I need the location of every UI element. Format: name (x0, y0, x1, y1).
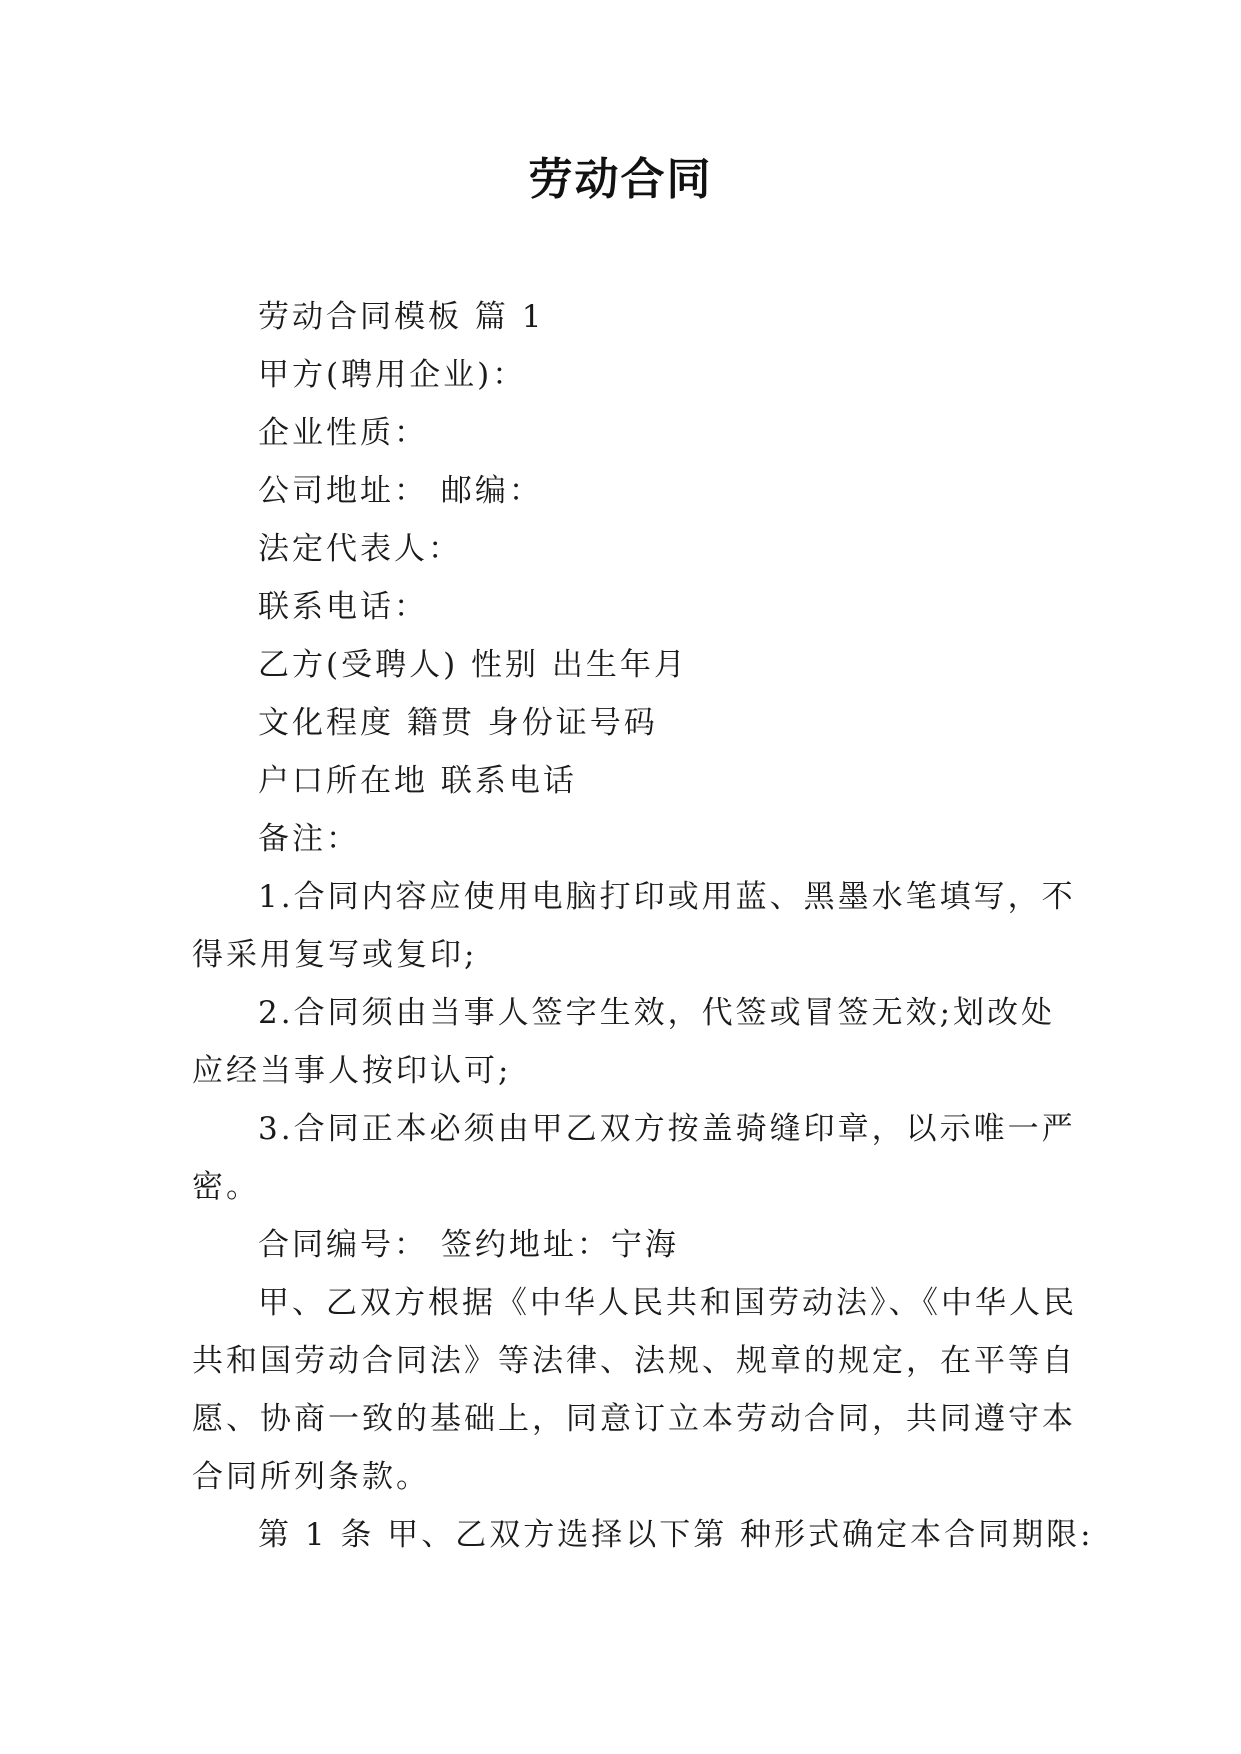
company-address-label: 公司地址： 邮编： (258, 473, 543, 509)
note-2 (192, 984, 1058, 1100)
note-2-line-2: 应经当事人按印认可; (192, 1053, 512, 1089)
note-3 (192, 1100, 1076, 1216)
preamble-line-3: 愿、协商一致的基础上，同意订立本劳动合同，共同遵守本 (192, 1401, 1076, 1437)
preamble-line-4: 合同所列条款。 (192, 1459, 430, 1495)
remarks-label: 备注： (258, 821, 360, 857)
contract-number-line: 合同编号： 签约地址：宁海 (258, 1227, 679, 1263)
household-label: 户口所在地 联系电话 (258, 763, 577, 799)
education-label: 文化程度 籍贯 身份证号码 (258, 705, 658, 741)
note-3-line-1: 3.合同正本必须由甲乙双方按盖骑缝印章，以示唯一严 (258, 1111, 1076, 1147)
contact-phone-label: 联系电话： (258, 589, 428, 625)
preamble-line-1: 甲、乙双方根据《中华人民共和国劳动法》、《中华人民 (258, 1285, 1077, 1321)
template-heading: 劳动合同模板 篇 1 (258, 299, 545, 335)
party-a-label: 甲方(聘用企业)： (258, 357, 527, 393)
note-3-line-2: 密。 (192, 1169, 260, 1205)
party-b-label: 乙方(受聘人) 性别 出生年月 (258, 647, 688, 683)
legal-representative-label: 法定代表人： (258, 531, 462, 567)
note-1-line-1: 1.合同内容应使用电脑打印或用蓝、黑墨水笔填写，不 (258, 879, 1076, 915)
document-body (192, 288, 1094, 1564)
note-1-line-2: 得采用复写或复印; (192, 937, 478, 973)
article-1-line: 第 1 条 甲、乙双方选择以下第 种形式确定本合同期限: (258, 1517, 1094, 1553)
preamble-line-2: 共和国劳动合同法》等法律、法规、规章的规定，在平等自 (192, 1343, 1076, 1379)
note-2-line-1: 2.合同须由当事人签字生效，代签或冒签无效;划改处 (258, 995, 1056, 1031)
preamble-paragraph (192, 1274, 1077, 1506)
note-1 (192, 868, 1076, 984)
enterprise-nature-label: 企业性质： (258, 415, 428, 451)
document-title: 劳动合同 (528, 154, 713, 205)
